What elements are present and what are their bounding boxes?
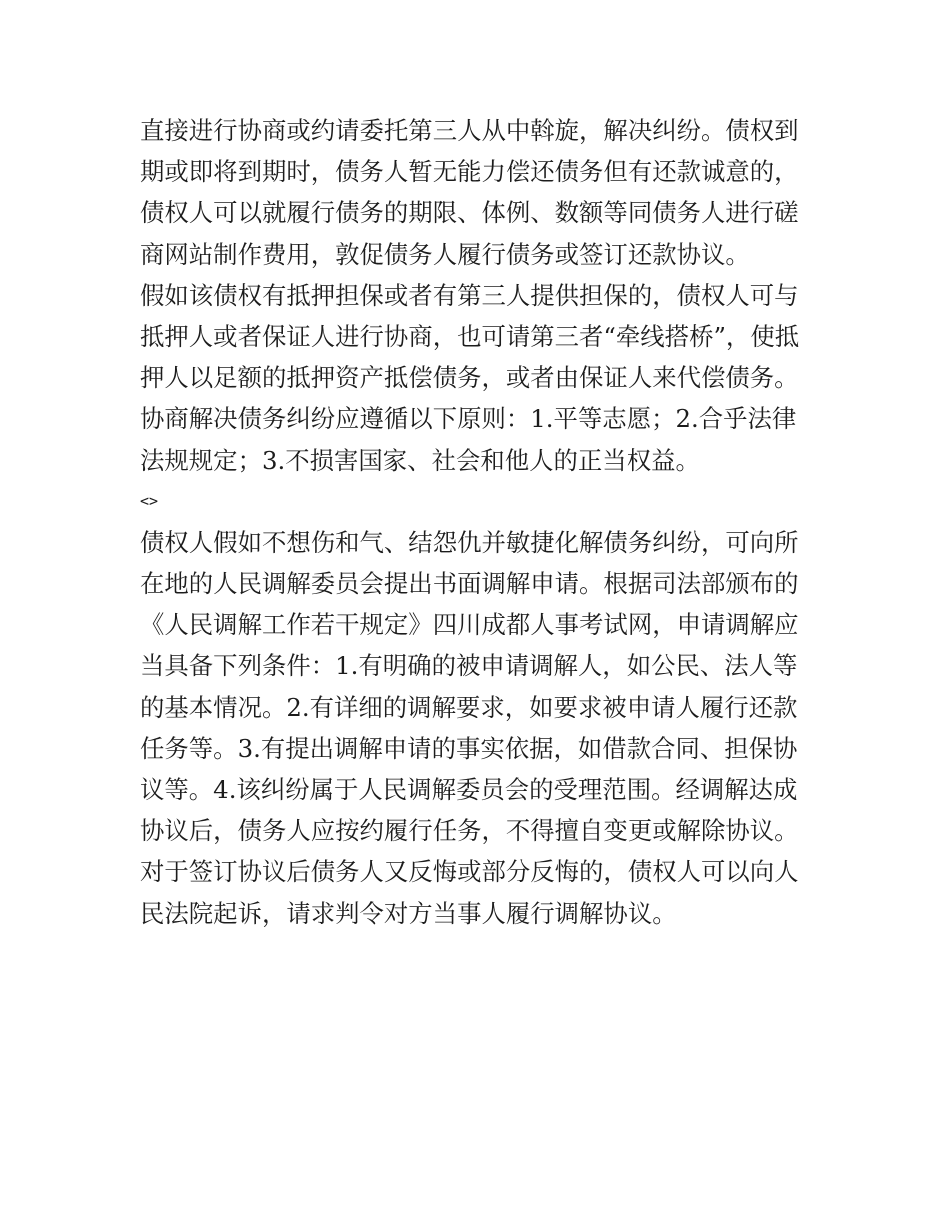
section-marker: <>	[140, 491, 159, 510]
text-line: 任务等。3.有提出调解申请的事实依据，如借款合同、担保协	[140, 733, 798, 763]
text-line: 协商解决债务纠纷应遵循以下原则：1.平等志愿；2.合乎法律	[140, 404, 797, 434]
text-line: 商网站制作费用，敦促债务人履行债务或签订还款协议。	[140, 239, 750, 269]
text-line: 债权人假如不想伤和气、结怨仇并敏捷化解债务纠纷，可向所	[140, 527, 799, 557]
text-line: 期或即将到期时，债务人暂无能力偿还债务但有还款诚意的，	[140, 157, 799, 187]
text-line: 协议后，债务人应按约履行任务，不得擅自变更或解除协议。	[140, 816, 799, 846]
text-line: 法规规定；3.不损害国家、社会和他人的正当权益。	[140, 445, 700, 475]
text-line: 议等。4.该纠纷属于人民调解委员会的受理范围。经调解达成	[140, 775, 798, 804]
text-line: 对于签订协议后债务人又反悔或部分反悔的，债权人可以向人	[140, 857, 799, 887]
text-line: 假如该债权有抵押担保或者有第三人提供担保的，债权人可与	[140, 280, 799, 310]
text-line: 抵押人或者保证人进行协商，也可请第三者“牵线搭桥”，使抵	[140, 321, 800, 351]
text-line: 债权人可以就履行债务的期限、体例、数额等同债务人进行磋	[140, 198, 799, 228]
text-line: 《人民调解工作若干规定》四川成都人事考试网，申请调解应	[140, 610, 799, 640]
text-line: 的基本情况。2.有详细的调解要求，如要求被申请人履行还款	[140, 692, 798, 722]
document-body	[140, 110, 820, 934]
text-line: 在地的人民调解委员会提出书面调解申请。根据司法部颁布的	[140, 569, 799, 599]
text-line: 押人以足额的抵押资产抵偿债务，或者由保证人来代偿债务。	[140, 363, 799, 393]
text-line: 当具备下列条件：1.有明确的被申请调解人，如公民、法人等	[140, 651, 798, 681]
text-line: 民法院起诉，请求判令对方当事人履行调解协议。	[140, 898, 677, 928]
text-line: 直接进行协商或约请委托第三人从中斡旋，解决纠纷。债权到	[140, 116, 799, 145]
